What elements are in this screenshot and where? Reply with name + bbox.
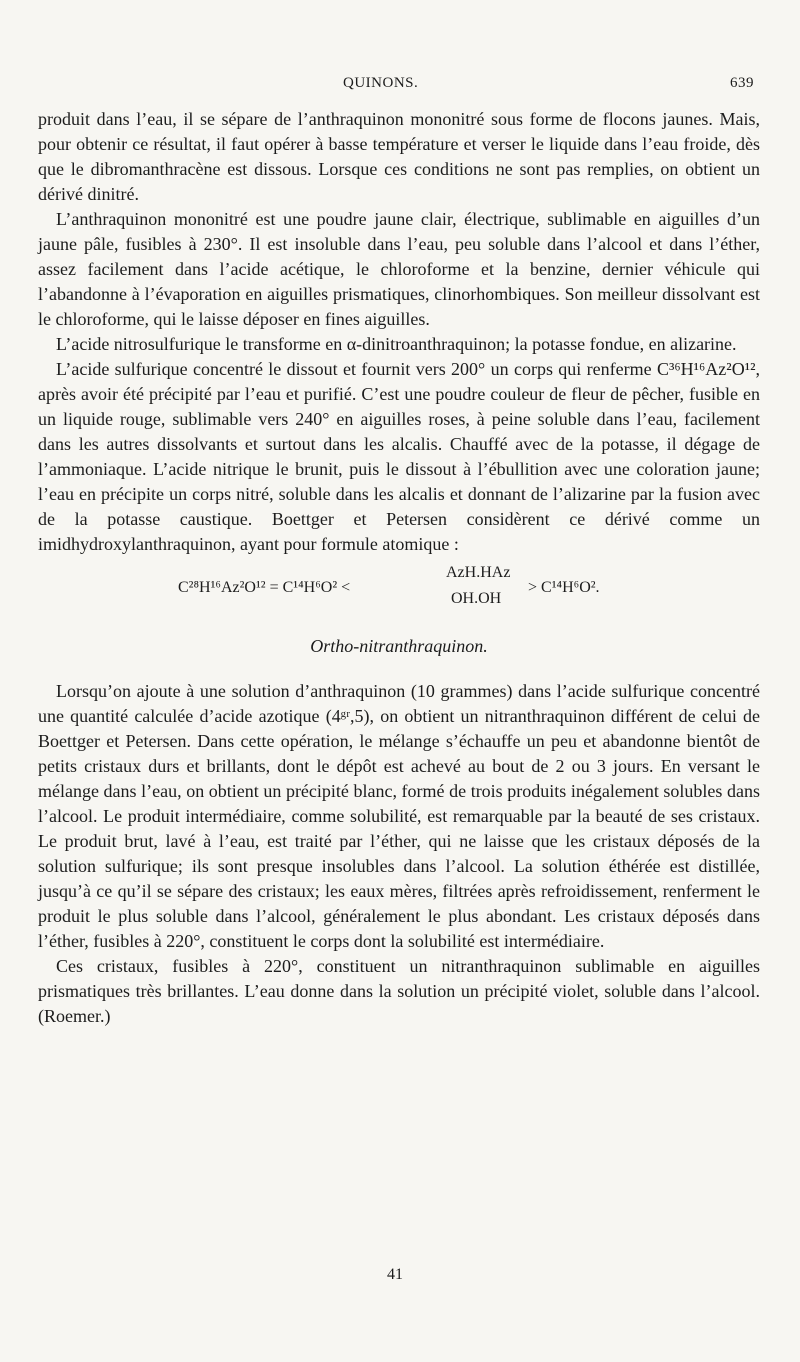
section-heading: Ortho-nitranthraquinon.	[310, 636, 488, 656]
page-number: 639	[730, 75, 754, 91]
signature-mark: 41	[387, 1266, 403, 1283]
paragraph: L’acide sulfurique concentré le dissout et fournit vers 200° un corps qui renferme C³⁶H¹⁶Az²O¹², après avoir été précipité par l’eau et purifié. C’est une poudre couleur de fleur de pêcher, fusible en un liquide rouge, sublimable vers 240° en aiguilles roses, à peine soluble dans l’eau, facilement dans les autres dissolvants et surtout dans les alcalis. Chauffé avec de la potasse, il dégage de l’ammoniaque. L’acide nitrique le brunit, puis le dissout à l’ébullition avec une coloration jaune; l’eau en précipite un corps nitré, soluble dans les alcalis et donnant de l’alizarine par la fusion avec de la potasse caustique. Boettger et Petersen considèrent ce dérivé comme un imidhydroxylanthraquinon, ayant pour formule atomique :	[38, 359, 760, 554]
header-title: QUINONS.	[343, 75, 419, 91]
paragraph: L’anthraquinon mononitré est une poudre jaune clair, électrique, sublimable en aiguilles d’un jaune pâle, fusibles à 230°. Il est insoluble dans l’eau, peu soluble dans l’alcool et dans l’éther, assez facilement dans l’acide acétique, le chloroforme et la benzine, dernier véhicule qui l’abandonne à l’évaporation en aiguilles prismatiques, clinorhombiques. Son meilleur dissolvant est le chloroforme, qui le laisse déposer en fines aiguilles.	[38, 209, 760, 329]
page-footer	[38, 1266, 760, 1284]
chemical-formula	[38, 560, 760, 612]
paragraph: Lorsqu’on ajoute à une solution d’anthraquinon (10 grammes) dans l’acide sulfurique concentré une quantité calculée d’acide azotique (4ᵍʳ,5), on obtient un nitranthraquinon différent de celui de Boettger et Petersen. Dans cette opération, le mélange s’échauffe un peu et abandonne bientôt de petits cristaux durs et brillants, dont le dépôt est achevé au bout de 2 ou 3 jours. En versant le mélange dans l’eau, on obtient un précipité blanc, formé de trois produits inégalement solubles dans l’alcool. Le produit intermédiaire, comme solubilité, est remarquable par la beauté de ses cristaux. Le produit brut, lavé à l’eau, est traité par l’éther, qui ne laisse que les cristaux déposés de la solution sulfurique; ils sont presque insolubles dans l’alcool. La solution éthérée est distillée, jusqu’à ce qu’il se sépare des cristaux; les eaux mères, filtrées après refroidissement, renferment le produit le plus soluble dans l’alcool, généralement le plus abondant. Les cristaux déposés dans l’éther, fusibles à 220°, constituent le corps dont la solubilité est intermédiaire.	[38, 681, 760, 951]
body-text	[38, 107, 760, 1029]
paragraph: Ces cristaux, fusibles à 220°, constituent un nitranthraquinon sublimable en aiguilles prismatiques très brillantes. L’eau donne dans la solution un précipité violet, soluble dans l’alcool. (Roemer.)	[38, 956, 760, 1026]
formula-bottom: OH.OH	[451, 590, 502, 607]
paragraph: produit dans l’eau, il se sépare de l’anthraquinon mononitré sous forme de flocons jaunes. Mais, pour obtenir ce résultat, il faut opérer à basse température et verser le liquide dans l’eau froide, dès que le dibromanthracène est dissous. Lorsque ces conditions ne sont pas remplies, on obtient un dérivé dinitré.	[38, 109, 760, 204]
formula-left: C²⁸H¹⁶Az²O¹² = C¹⁴H⁶O² <	[178, 579, 351, 596]
paragraph: L’acide nitrosulfurique le transforme en α-dinitroanthraquinon; la potasse fondue, en alizarine.	[56, 334, 737, 354]
formula-top: AzH.HAz	[446, 564, 511, 581]
running-header	[38, 75, 760, 99]
formula-right: > C¹⁴H⁶O².	[528, 579, 600, 596]
